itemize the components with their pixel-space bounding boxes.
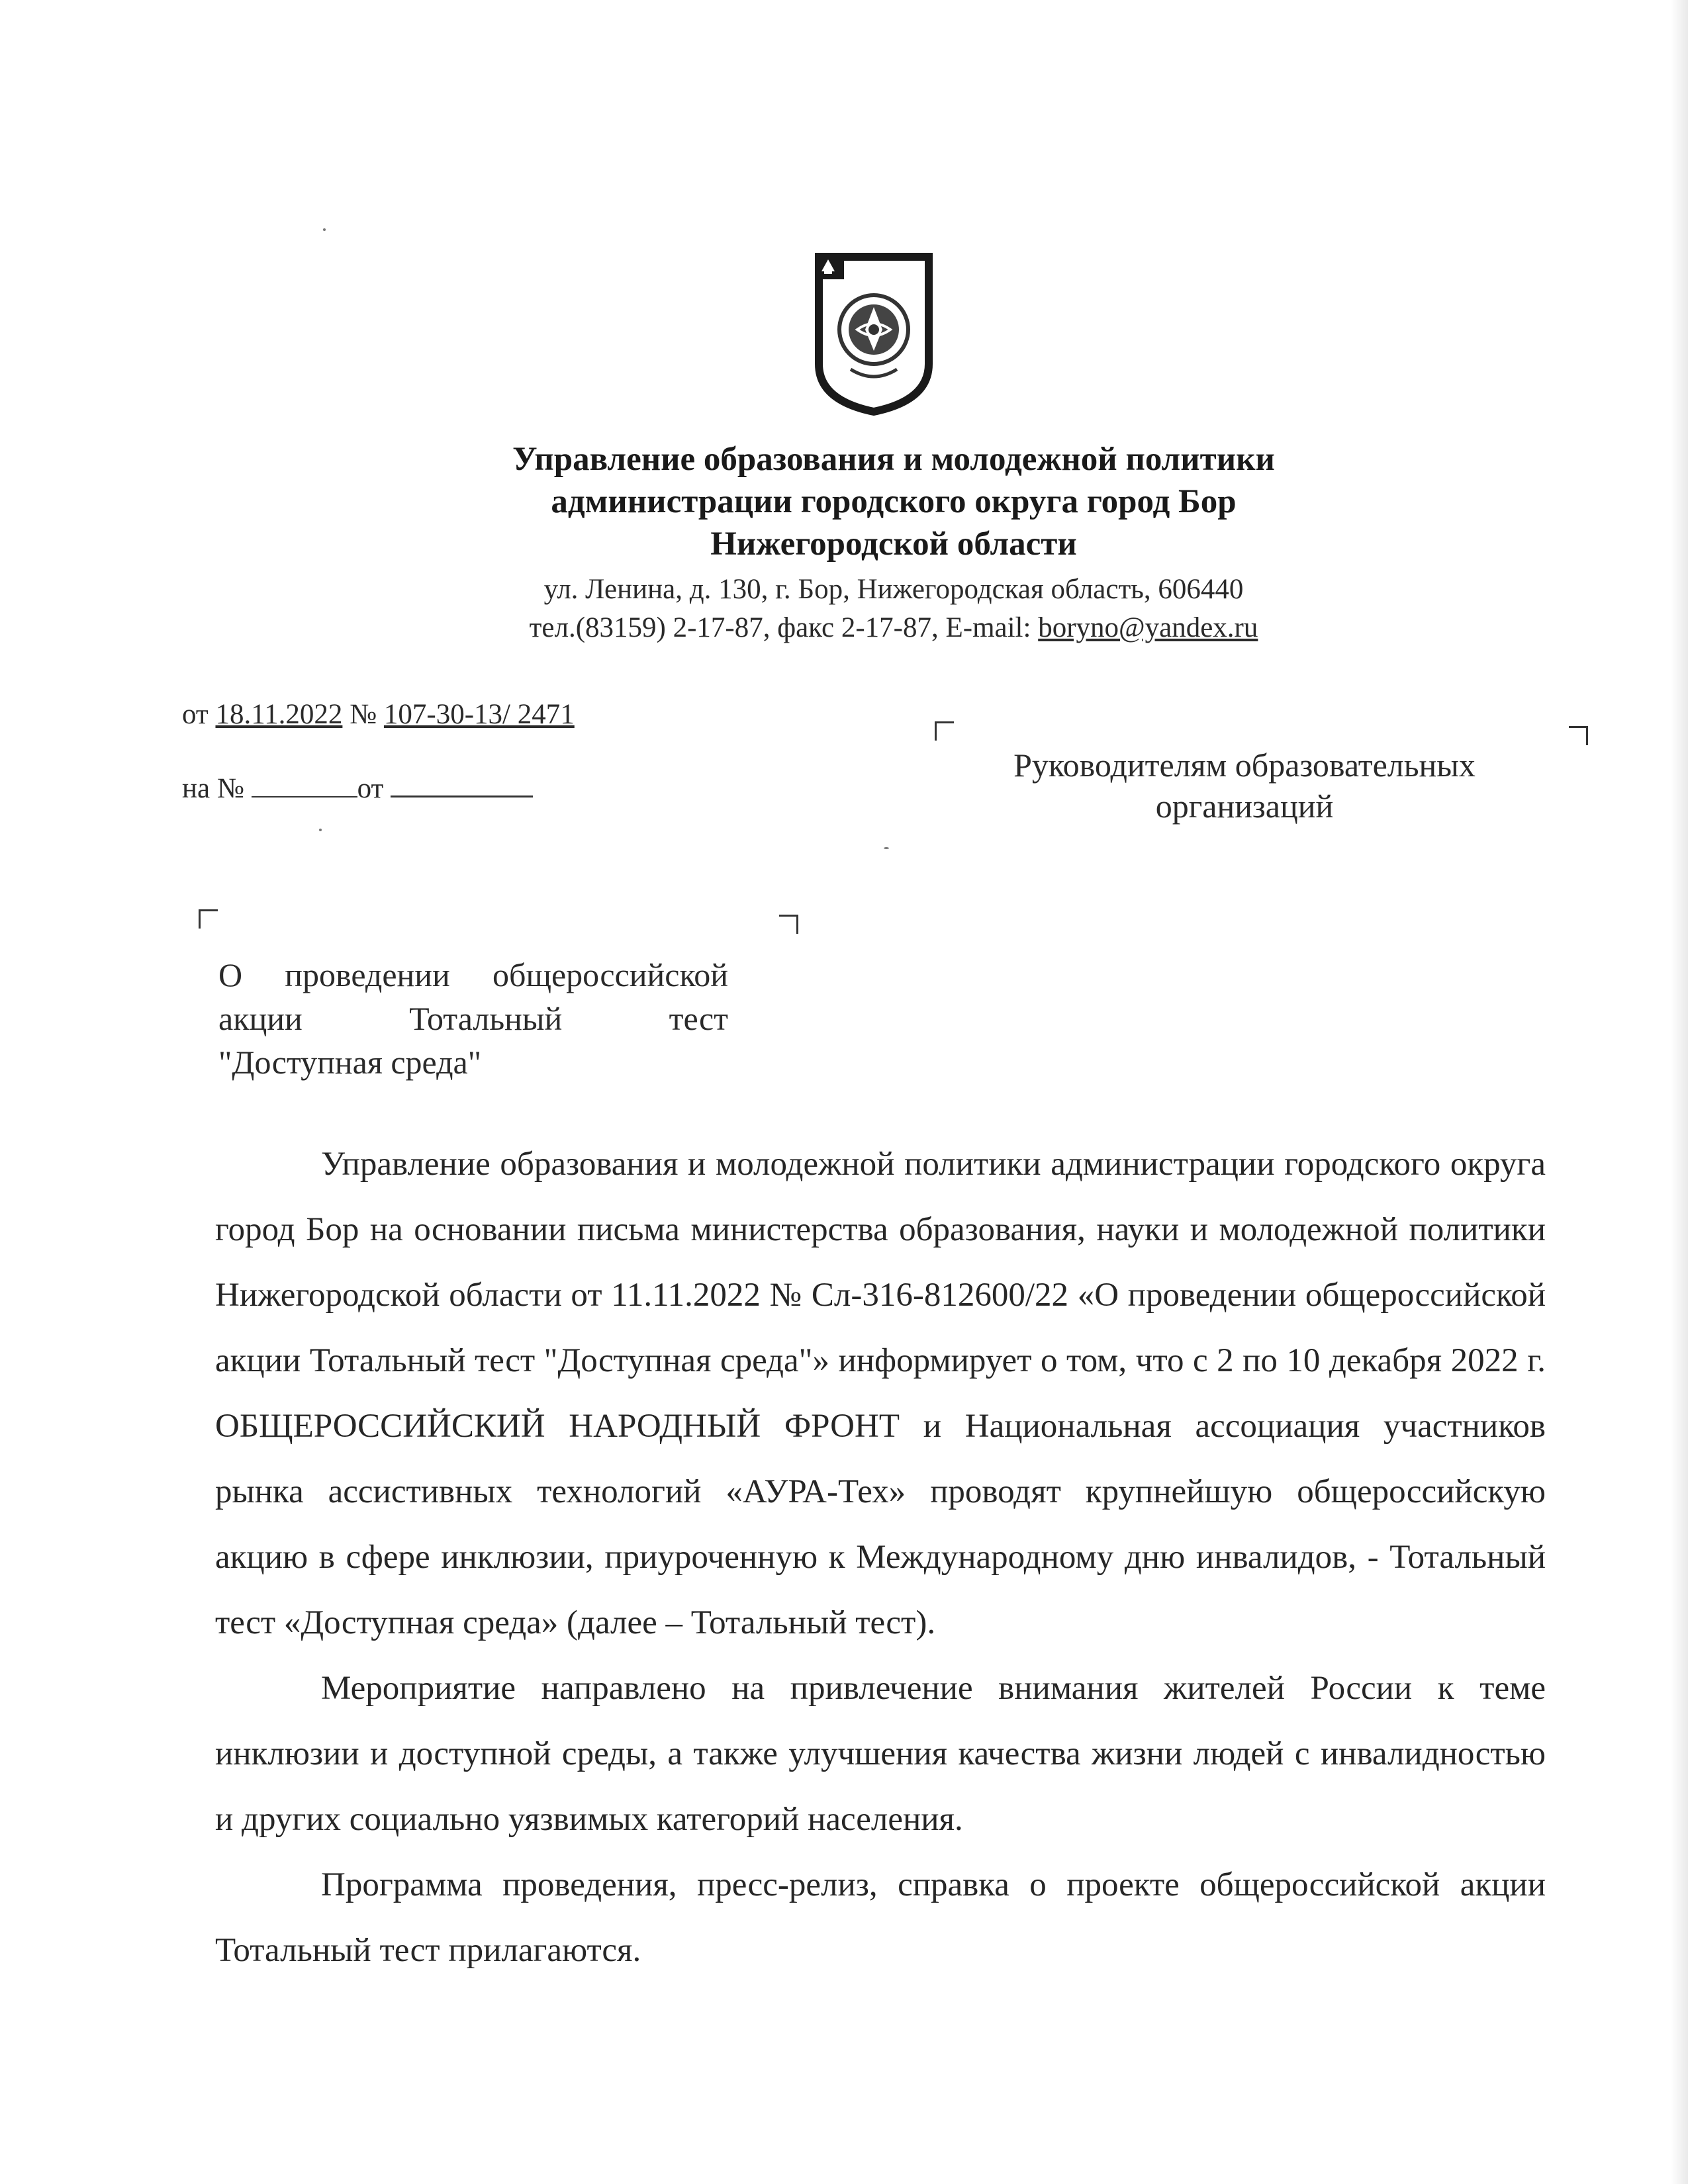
org-name-line-3: Нижегородской области bbox=[710, 525, 1077, 563]
reply-date-blank bbox=[391, 769, 533, 797]
reply-line bbox=[182, 769, 533, 807]
registration-number: 107-30-13/ 2471 bbox=[383, 699, 575, 730]
subject-line-2: акции Тотальный тест bbox=[218, 1000, 728, 1037]
recipient-line-2: организаций bbox=[1155, 788, 1334, 825]
reply-from-label: от bbox=[357, 773, 384, 804]
contacts-line bbox=[331, 609, 1456, 647]
reply-number-blank bbox=[252, 770, 357, 797]
org-name-line-1: Управление образования и молодежной политики bbox=[512, 441, 1275, 478]
address-line: ул. Ленина, д. 130, г. Бор, Нижегородская область, 606440 bbox=[543, 574, 1244, 605]
registration-line bbox=[182, 696, 575, 733]
recipient-bracket-right bbox=[1569, 726, 1588, 745]
subject-bracket-right bbox=[779, 915, 798, 934]
recipient-bracket-left bbox=[935, 721, 954, 741]
body-paragraph-2: Мероприятие направлено на привлечение внимания жителей России к теме инклюзии и доступной среды, а также улучшения качества жизни людей с инвалидностью и других социально уязвимых категорий населения. bbox=[215, 1670, 1546, 1838]
email-link[interactable]: boryno@yandex.ru bbox=[1038, 612, 1258, 643]
reply-number-label: на № bbox=[182, 773, 244, 804]
letter-body bbox=[215, 1132, 1546, 1983]
number-label: № bbox=[350, 699, 377, 730]
scan-speck bbox=[884, 847, 889, 849]
scan-edge bbox=[1671, 0, 1688, 2184]
recipient-block bbox=[953, 745, 1536, 827]
recipient-line-1: Руководителям образовательных bbox=[1013, 747, 1476, 784]
subject-block bbox=[218, 953, 728, 1084]
scan-speck bbox=[323, 228, 326, 231]
subject-line-1: О проведении общероссийской bbox=[218, 956, 728, 993]
subject-line-3: "Доступная среда" bbox=[218, 1044, 482, 1081]
contacts-text: тел.(83159) 2-17-87, факс 2-17-87, E-mail: bbox=[529, 612, 1039, 643]
coat-of-arms-icon bbox=[811, 251, 937, 417]
from-label: от bbox=[182, 699, 209, 730]
body-paragraph-1: Управление образования и молодежной политики администрации городского округа город Бор на основании письма министерства образования, науки и молодежной политики Нижегородской области от 11.11.2022 № Сл-316-812600/22 «О проведении общероссийской акции Тотальный тест "Доступная среда"» информирует о том, что с 2 по 10 декабря 2022 г. ОБЩЕРОССИЙСКИЙ НАРОДНЫЙ ФРОНТ и Национальная ассоциация участников рынка ассистивных технологий «АУРА-Тех» проводят крупнейшую общероссийскую акцию в сфере инклюзии, приуроченную к Международному дню инвалидов, - Тотальный тест «Доступная среда» (далее – Тотальный тест). bbox=[215, 1146, 1546, 1641]
subject-bracket-left bbox=[199, 909, 218, 929]
scan-speck bbox=[319, 829, 322, 831]
org-name-line-2: администрации городского округа город Бор bbox=[551, 483, 1237, 520]
body-paragraph-3: Программа проведения, пресс-релиз, справка о проекте общероссийской акции Тотальный тест прилагаются. bbox=[215, 1866, 1546, 1969]
registration-date: 18.11.2022 bbox=[215, 699, 343, 730]
